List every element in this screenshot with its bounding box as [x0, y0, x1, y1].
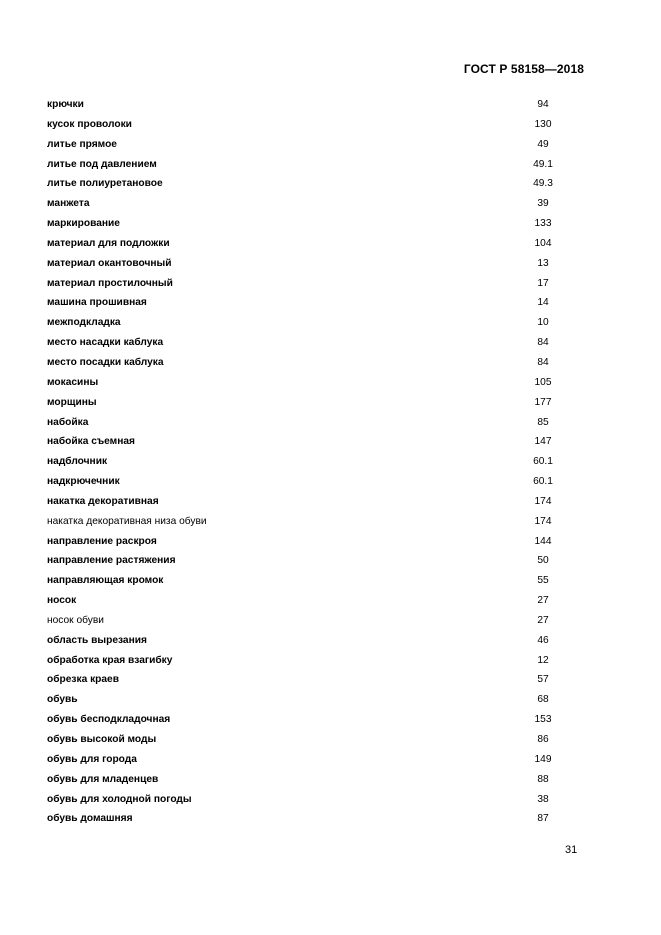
index-term: место насадки каблука — [47, 337, 164, 349]
index-term: направление растяжения — [47, 555, 176, 567]
index-term-number: 39 — [537, 198, 549, 210]
index-term: манжета — [47, 198, 90, 210]
index-term: набойка — [47, 416, 89, 428]
index-entry — [47, 492, 567, 512]
index-term-number: 14 — [537, 297, 549, 309]
index-entry — [47, 135, 567, 155]
index-entry — [47, 313, 567, 333]
index-term: направление раскроя — [47, 535, 157, 547]
index-term: обувь для младенцев — [47, 773, 159, 785]
index-term: обувь высокой моды — [47, 734, 157, 745]
index-entry — [47, 452, 567, 472]
index-term-number: 174 — [534, 515, 552, 527]
index-term: кусок проволоки — [47, 118, 132, 130]
index-entry — [47, 670, 567, 690]
index-term-number: 94 — [537, 99, 549, 110]
index-term-number: 50 — [537, 555, 549, 567]
index-entry — [47, 611, 567, 631]
index-term-number: 13 — [537, 257, 549, 269]
index-term-number: 10 — [537, 317, 549, 329]
index-term: область вырезания — [47, 634, 147, 646]
index-term: надкрючечник — [47, 476, 120, 488]
index-term: надблочник — [47, 456, 108, 468]
index-entry — [47, 651, 567, 671]
index-term: литье под давлением — [47, 158, 157, 170]
index-term-number: 85 — [537, 416, 549, 428]
index-term: обувь для города — [47, 753, 137, 765]
index-entry — [47, 155, 567, 175]
index-term-number: 86 — [537, 734, 549, 745]
index-entry — [47, 532, 567, 552]
index-entry — [47, 234, 567, 254]
index-term: литье полиуретановое — [47, 178, 163, 190]
index-term-number: 12 — [537, 654, 549, 666]
index-term-number: 104 — [534, 237, 552, 249]
index-term: накатка декоративная низа обуви — [47, 515, 207, 527]
index-term-number: 84 — [537, 356, 549, 368]
index-term: обувь домашняя — [47, 813, 133, 825]
index-entry — [47, 591, 567, 611]
index-entry — [47, 809, 567, 829]
index-term-number: 177 — [534, 396, 552, 408]
index-term: обрезка краев — [47, 674, 119, 686]
index-entry — [47, 95, 567, 115]
index-term-number: 153 — [534, 714, 552, 726]
index-term-number: 60.1 — [533, 476, 553, 488]
index-term-number: 144 — [534, 535, 552, 547]
index-term: обувь для холодной погоды — [47, 793, 192, 805]
index-term: межподкладка — [47, 317, 121, 329]
index-term: морщины — [47, 396, 97, 408]
index-term-number: 55 — [537, 575, 549, 587]
index-term: носок обуви — [47, 614, 104, 626]
term-index-list — [47, 95, 567, 829]
index-term: место посадки каблука — [47, 356, 164, 368]
index-term-number: 49.3 — [533, 178, 553, 190]
index-entry — [47, 174, 567, 194]
index-entry — [47, 790, 567, 810]
index-term-number: 68 — [537, 694, 549, 706]
index-term-number: 46 — [537, 634, 549, 646]
index-term-number: 49 — [537, 138, 549, 150]
index-term-number: 87 — [537, 813, 549, 825]
index-entry — [47, 730, 567, 750]
index-term-number: 57 — [537, 674, 549, 686]
index-entry — [47, 293, 567, 313]
index-entry — [47, 631, 567, 651]
index-term-number: 17 — [537, 277, 549, 289]
index-entry — [47, 432, 567, 452]
index-term: обработка края взагибку — [47, 654, 173, 666]
index-entry — [47, 551, 567, 571]
index-term: машина прошивная — [47, 297, 147, 309]
index-term: носок — [47, 595, 77, 607]
page-number: 31 — [565, 844, 578, 856]
index-term: материал простилочный — [47, 277, 173, 289]
index-entry — [47, 353, 567, 373]
index-term: материал окантовочный — [47, 257, 172, 269]
index-entry — [47, 472, 567, 492]
index-term-number: 49.1 — [533, 158, 553, 170]
index-entry — [47, 750, 567, 770]
index-entry — [47, 710, 567, 730]
document-header: ГОСТ Р 58158—2018 — [463, 62, 584, 76]
index-entry — [47, 770, 567, 790]
index-term: крючки — [47, 99, 84, 110]
index-term-number: 105 — [534, 376, 552, 388]
index-term: маркирование — [47, 218, 120, 230]
index-entry — [47, 254, 567, 274]
index-term: материал для подложки — [47, 237, 170, 249]
index-entry — [47, 571, 567, 591]
index-term-number: 88 — [537, 773, 549, 785]
index-entry — [47, 373, 567, 393]
index-term: мокасины — [47, 376, 99, 388]
index-term-number: 147 — [534, 436, 552, 448]
index-entry — [47, 115, 567, 135]
index-entry — [47, 274, 567, 294]
index-entry — [47, 333, 567, 353]
index-term-number: 27 — [537, 595, 549, 607]
index-term-number: 133 — [534, 218, 552, 230]
index-term-number: 149 — [534, 753, 552, 765]
index-term-number: 174 — [534, 495, 552, 507]
index-term: накатка декоративная — [47, 495, 159, 507]
index-term-number: 38 — [537, 793, 549, 805]
index-term: направляющая кромок — [47, 575, 164, 587]
index-term-number: 84 — [537, 337, 549, 349]
index-term-number: 130 — [534, 118, 552, 130]
index-term-number: 60.1 — [533, 456, 553, 468]
index-entry — [47, 413, 567, 433]
index-term: набойка съемная — [47, 436, 135, 448]
index-entry — [47, 194, 567, 214]
index-entry — [47, 512, 567, 532]
index-entry — [47, 690, 567, 710]
index-entry — [47, 214, 567, 234]
index-term-number: 27 — [537, 614, 549, 626]
index-term: обувь беcподкладочная — [47, 714, 171, 726]
index-entry — [47, 393, 567, 413]
index-term: обувь — [47, 694, 78, 706]
index-term: литье прямое — [47, 138, 117, 150]
